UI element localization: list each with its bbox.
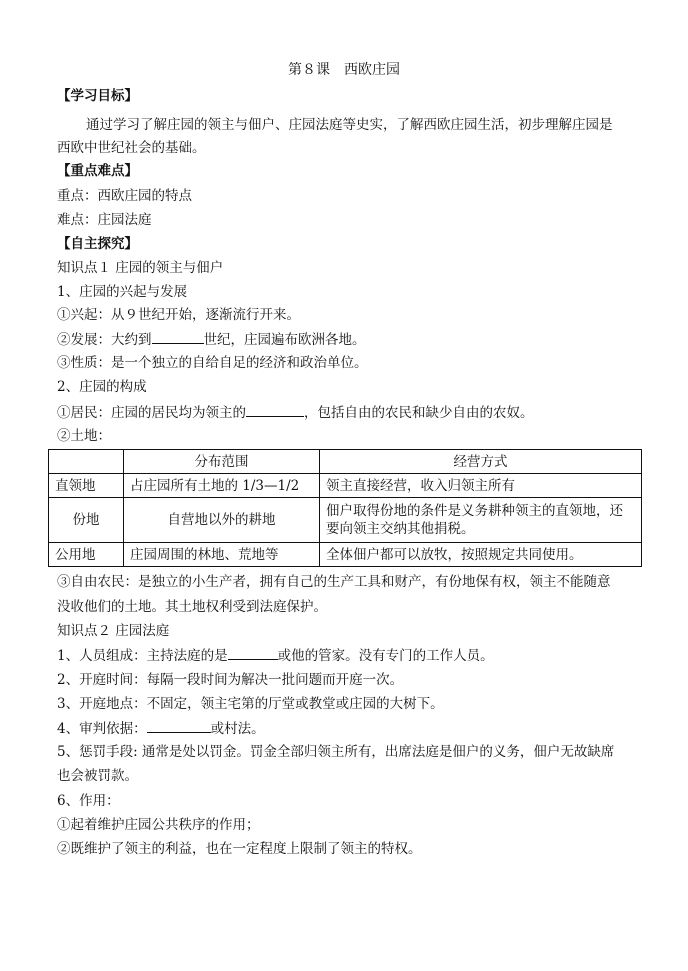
knowledge-point-1-title: 知识点１ 庄园的领主与佃户 <box>57 260 224 276</box>
table-header-row <box>49 450 642 474</box>
land-type-cell: 直领地 <box>49 474 124 498</box>
objectives-heading: 【学习目标】 <box>57 88 138 104</box>
land-mode-line1: 佃户取得份地的条件是义务耕种领主的直领地，还 <box>326 503 623 519</box>
rise-item: ①兴起：从９世纪开始，逐渐流行开来。 <box>57 307 300 323</box>
development-item <box>57 330 366 349</box>
development-prefix: ②发展：大约到 <box>57 332 152 348</box>
development-suffix: 世纪，庄园遍布欧洲各地。 <box>203 332 366 348</box>
court-personnel-item <box>57 646 494 665</box>
century-blank <box>152 330 204 344</box>
land-table <box>48 449 642 567</box>
explore-heading: 【自主探究】 <box>57 236 138 252</box>
court-function-heading: 6、作用： <box>57 793 120 809</box>
court-function-item1: ①起着维护庄园公共秩序的作用； <box>57 817 260 833</box>
land-scope-cell: 庄园周围的林地、荒地等 <box>124 543 320 567</box>
court-personnel-prefix: 1、人员组成：主持法庭的是 <box>57 648 228 664</box>
key-point: 重点：西欧庄园的特点 <box>57 188 192 204</box>
court-basis-prefix: 4、审判依据： <box>57 721 147 737</box>
difficult-point: 难点：庄园法庭 <box>57 212 152 228</box>
table-row <box>49 474 642 498</box>
section-rise-development: 1、庄园的兴起与发展 <box>57 284 188 300</box>
land-item: ②土地： <box>57 428 111 444</box>
land-type-cell: 公用地 <box>49 543 124 567</box>
keypoints-heading: 【重点难点】 <box>57 163 138 179</box>
header-cell-mode: 经营方式 <box>320 450 642 474</box>
court-penalty-line2: 也会被罚款。 <box>57 768 138 784</box>
table-row <box>49 543 642 567</box>
court-basis-suffix: 或村法。 <box>210 721 265 737</box>
objectives-text-line2: 西欧中世纪社会的基础。 <box>57 140 206 156</box>
land-mode-cell: 领主直接经营，收入归领主所有 <box>320 474 642 498</box>
court-personnel-suffix: 或他的管家。没有专门的工作人员。 <box>277 648 494 664</box>
court-host-blank <box>228 646 278 660</box>
knowledge-point-2-title: 知识点２ 庄园法庭 <box>57 623 170 639</box>
court-place-item: 3、开庭地点：不固定，领主宅第的厅堂或教堂或庄园的大树下。 <box>57 696 444 712</box>
free-peasants-line1: ③自由农民：是独立的小生产者，拥有自己的生产工具和财产，有份地保有权，领主不能随意 <box>57 574 611 590</box>
residents-prefix: ①居民：庄园的居民均为领主的 <box>57 405 246 421</box>
land-mode-line2: 要向领主交纳其他捐税。 <box>326 521 475 537</box>
residents-item <box>57 403 534 422</box>
objectives-text-line1: 通过学习了解庄园的领主与佃户、庄园法庭等史实，了解西欧庄园生活，初步理解庄园是 <box>86 117 613 133</box>
section-composition: 2、庄园的构成 <box>57 379 147 395</box>
free-peasants-line2: 没收他们的土地。其土地权利受到法庭保护。 <box>57 599 327 615</box>
residents-suffix: ，包括自由的农民和缺少自由的农奴。 <box>304 405 534 421</box>
nature-item: ③性质：是一个独立的自给自足的经济和政治单位。 <box>57 355 368 371</box>
residents-blank <box>246 403 304 417</box>
header-cell-type <box>49 450 124 474</box>
land-mode-cell: 全体佃户都可以放牧，按照规定共同使用。 <box>320 543 642 567</box>
court-function-item2: ②既维护了领主的利益，也在一定程度上限制了领主的特权。 <box>57 841 422 857</box>
land-mode-cell <box>320 498 642 543</box>
court-basis-item <box>57 719 265 738</box>
land-scope-cell: 自营地以外的耕地 <box>124 498 320 543</box>
court-time-item: 2、开庭时间：每隔一段时间为解决一批问题而开庭一次。 <box>57 672 404 688</box>
land-type-cell: 份地 <box>49 498 124 543</box>
table-row <box>49 498 642 543</box>
lesson-title: 第８课 西欧庄园 <box>288 62 400 78</box>
land-scope-cell: 占庄园所有土地的 1/3—1/2 <box>124 474 320 498</box>
header-cell-scope: 分布范围 <box>124 450 320 474</box>
court-penalty-line1: 5、惩罚手段: 通常是处以罚金。罚金全部归领主所有，出席法庭是佃户的义务，佃户无故缺席 <box>57 744 615 760</box>
court-basis-blank <box>147 719 211 733</box>
